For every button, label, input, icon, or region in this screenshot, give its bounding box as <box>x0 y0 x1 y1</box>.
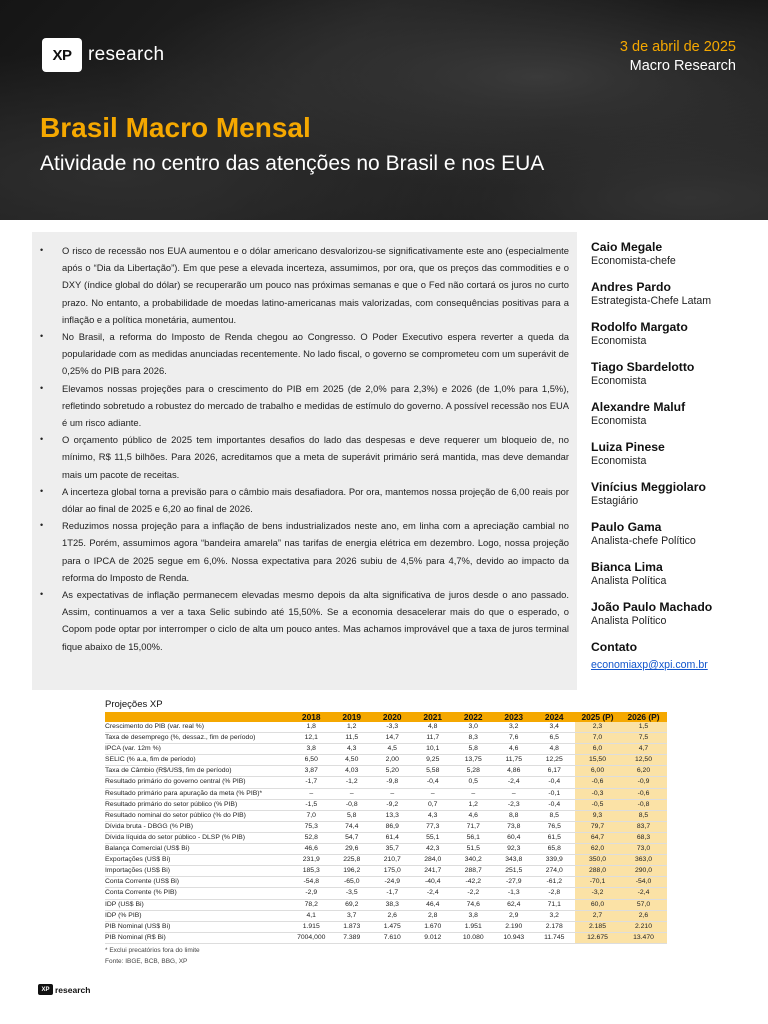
table-cell: 74,6 <box>453 899 494 910</box>
table-cell: 1.475 <box>372 921 413 932</box>
table-cell: 7,0 <box>291 810 332 821</box>
table-header-year: 2021 <box>413 712 454 722</box>
table-cell: 2,6 <box>372 910 413 921</box>
report-date: 3 de abril de 2025 <box>619 39 736 55</box>
table-cell: 7.389 <box>332 932 373 943</box>
table-cell: 7,5 <box>621 733 667 744</box>
table-cell: 71,7 <box>453 821 494 832</box>
member-role: Analista Político <box>591 615 667 627</box>
table-cell: 9,3 <box>575 810 621 821</box>
member-name: Tiago Sbardelotto <box>591 360 695 374</box>
summary-bullet: • Reduzimos nossa projeção para a inflação de bens industrializados neste ano, em linha com a apreciação cambial no 1T25. Porém, assumimos agora “bandeira amarela” nas tarifas de energia elétrica em dezembro. Logo, nossa projeção para o IPCA de 2025 segue em 6,0%. Nossa expectativa para 2026 subiu de 4,5% para 4,7%, devido ao impacto da reforma do Imposto de Renda. <box>40 517 569 586</box>
table-cell: 3,7 <box>332 910 373 921</box>
row-label: Resultado primário do governo central (% PIB) <box>105 777 291 788</box>
table-header-year: 2026 (P) <box>621 712 667 722</box>
team-member <box>591 600 761 628</box>
table-cell: 288,0 <box>575 866 621 877</box>
team-list <box>591 240 761 673</box>
table-cell: 5,58 <box>413 766 454 777</box>
table-title: Projeções XP <box>105 699 163 710</box>
table-cell: 55,1 <box>413 832 454 843</box>
table-cell: 60,4 <box>494 832 535 843</box>
table-cell: 62,0 <box>575 844 621 855</box>
table-cell: 363,0 <box>621 855 667 866</box>
table-source: Fonte: IBGE, BCB, BBG, XP <box>105 957 188 965</box>
contact-email-link[interactable]: economiaxp@xpi.com.br <box>591 659 708 671</box>
table-header-year: 2020 <box>372 712 413 722</box>
row-label: Balança Comercial (US$ Bi) <box>105 844 291 855</box>
table-cell: -42,2 <box>453 877 494 888</box>
row-label: IDP (US$ Bi) <box>105 899 291 910</box>
footer-logo <box>38 984 90 995</box>
table-cell: -1,7 <box>291 777 332 788</box>
table-cell: -1,5 <box>291 799 332 810</box>
table-cell: 284,0 <box>413 855 454 866</box>
table-cell: 3,8 <box>453 910 494 921</box>
table-cell: 78,2 <box>291 899 332 910</box>
contact-heading: Contato <box>591 640 638 654</box>
table-cell: 1.670 <box>413 921 454 932</box>
table-cell: 350,0 <box>575 855 621 866</box>
table-cell: 12,50 <box>621 755 667 766</box>
table-cell: 12.675 <box>575 932 621 943</box>
table-cell: – <box>291 788 332 799</box>
team-member <box>591 360 761 388</box>
table-cell: – <box>372 788 413 799</box>
table-cell: 5,8 <box>453 744 494 755</box>
table-cell: 13.470 <box>621 932 667 943</box>
row-label: Importações (US$ Bi) <box>105 866 291 877</box>
table-cell: -3,5 <box>332 888 373 899</box>
table-cell: 5,28 <box>453 766 494 777</box>
table-row <box>105 910 667 921</box>
table-row <box>105 722 667 733</box>
table-cell: 4,3 <box>413 810 454 821</box>
table-cell: 61,4 <box>372 832 413 843</box>
table-cell: -0,9 <box>621 777 667 788</box>
projections-table-section <box>105 699 665 965</box>
table-cell: -54,0 <box>621 877 667 888</box>
table-cell: -2,4 <box>494 777 535 788</box>
table-cell: 4,5 <box>372 744 413 755</box>
table-cell: 15,50 <box>575 755 621 766</box>
table-cell: 175,0 <box>372 866 413 877</box>
table-cell: 11.745 <box>534 932 575 943</box>
table-cell: – <box>494 788 535 799</box>
table-cell: 290,0 <box>621 866 667 877</box>
table-cell: 71,1 <box>534 899 575 910</box>
table-cell: 51,5 <box>453 844 494 855</box>
report-title: Brasil Macro Mensal <box>40 112 311 143</box>
member-role: Economista <box>591 335 647 347</box>
summary-list <box>40 242 569 655</box>
projections-table <box>105 712 667 944</box>
table-cell: 225,8 <box>332 855 373 866</box>
table-cell: 1,8 <box>291 722 332 733</box>
row-label: PIB Nominal (R$ Bi) <box>105 932 291 943</box>
table-cell: 4,7 <box>621 744 667 755</box>
table-cell: -2,4 <box>621 888 667 899</box>
table-cell: -0,6 <box>621 788 667 799</box>
table-cell: 38,3 <box>372 899 413 910</box>
table-cell: 54,7 <box>332 832 373 843</box>
table-cell: 1,2 <box>453 799 494 810</box>
table-cell: 52,8 <box>291 832 332 843</box>
table-cell: 2.210 <box>621 921 667 932</box>
table-cell: 8,3 <box>453 733 494 744</box>
table-cell: 11,5 <box>332 733 373 744</box>
table-row <box>105 733 667 744</box>
table-cell: 7.610 <box>372 932 413 943</box>
table-cell: -2,9 <box>291 888 332 899</box>
table-header-year: 2022 <box>453 712 494 722</box>
table-cell: 2,3 <box>575 722 621 733</box>
table-cell: 79,7 <box>575 821 621 832</box>
table-cell: 13,3 <box>372 810 413 821</box>
table-cell: 69,2 <box>332 899 373 910</box>
table-row <box>105 866 667 877</box>
summary-bullet: • A incerteza global torna a previsão para o câmbio mais desafiadora. Por ora, mantemos nossa projeção de 6,00 reais por dólar ao final de 2025 e 6,20 ao final de 2026. <box>40 483 569 517</box>
table-cell: 4,6 <box>494 744 535 755</box>
table-cell: 3,8 <box>291 744 332 755</box>
table-cell: -65,0 <box>332 877 373 888</box>
summary-bullet: • Elevamos nossas projeções para o crescimento do PIB em 2025 (de 2,0% para 2,3%) e 2026 (de 1,0% para 1,5%), refletindo sobretudo a robustez do mercado de trabalho e medidas de estímulo do governo. A possível recessão nos EUA é um risco adiante. <box>40 380 569 432</box>
member-name: Andres Pardo <box>591 280 671 294</box>
table-cell: 1,2 <box>332 722 373 733</box>
table-cell: 2,00 <box>372 755 413 766</box>
table-cell: 77,3 <box>413 821 454 832</box>
summary-bullet: • O orçamento público de 2025 tem importantes desafios do lado das despesas e deve requerer um bloqueio de, no mínimo, R$ 11,5 bilhões. Para 2026, acreditamos que a meta de superávit primário será mantida, mas deve demandar mais um pacote de receitas. <box>40 431 569 483</box>
table-cell: -0,1 <box>534 788 575 799</box>
table-row <box>105 777 667 788</box>
table-cell: – <box>413 788 454 799</box>
table-cell: 241,7 <box>413 866 454 877</box>
member-name: Alexandre Maluf <box>591 400 686 414</box>
table-cell: 75,3 <box>291 821 332 832</box>
member-role: Analista Política <box>591 575 667 587</box>
table-cell: 11,7 <box>413 733 454 744</box>
table-cell: -2,3 <box>494 799 535 810</box>
table-header-year: 2023 <box>494 712 535 722</box>
table-cell: -54,8 <box>291 877 332 888</box>
table-row <box>105 755 667 766</box>
table-row <box>105 877 667 888</box>
table-cell: -0,5 <box>575 799 621 810</box>
table-cell: 56,1 <box>453 832 494 843</box>
table-cell: 4,6 <box>453 810 494 821</box>
table-body <box>105 722 667 943</box>
table-cell: 86,9 <box>372 821 413 832</box>
table-row <box>105 899 667 910</box>
table-row <box>105 766 667 777</box>
member-role: Estrategista-Chefe Latam <box>591 295 712 307</box>
row-label: Dívida líquida do setor público - DLSP (% PIB) <box>105 832 291 843</box>
row-label: Taxa de desemprego (%, dessaz., fim de período) <box>105 733 291 744</box>
table-cell: -9,8 <box>372 777 413 788</box>
table-cell: -1,7 <box>372 888 413 899</box>
table-cell: -0,4 <box>534 777 575 788</box>
table-cell: 251,5 <box>494 866 535 877</box>
table-cell: 9,25 <box>413 755 454 766</box>
table-row <box>105 844 667 855</box>
member-name: Luiza Pinese <box>591 440 665 454</box>
table-cell: -3,2 <box>575 888 621 899</box>
table-cell: 1.873 <box>332 921 373 932</box>
table-cell: 5,8 <box>332 810 373 821</box>
table-cell: 1,5 <box>621 722 667 733</box>
member-name: Bianca Lima <box>591 560 663 574</box>
table-cell: 3,4 <box>534 722 575 733</box>
table-cell: 92,3 <box>494 844 535 855</box>
table-footnote: * Exclui precatórios fora do limite <box>105 946 200 954</box>
table-cell: 13,75 <box>453 755 494 766</box>
table-cell: 60,0 <box>575 899 621 910</box>
table-cell: 4,86 <box>494 766 535 777</box>
header-meta <box>620 38 736 76</box>
table-header-year: 2024 <box>534 712 575 722</box>
table-cell: 73,0 <box>621 844 667 855</box>
table-cell: 6,50 <box>291 755 332 766</box>
table-cell: 2,6 <box>621 910 667 921</box>
table-cell: 8,5 <box>621 810 667 821</box>
team-member <box>591 320 761 348</box>
table-cell: 3,2 <box>494 722 535 733</box>
table-row <box>105 788 667 799</box>
report-section: Macro Research <box>629 58 736 74</box>
member-role: Economista <box>591 455 647 467</box>
table-cell: 2.190 <box>494 921 535 932</box>
team-member <box>591 440 761 468</box>
table-cell: -70,1 <box>575 877 621 888</box>
table-cell: 2,8 <box>413 910 454 921</box>
table-cell: 83,7 <box>621 821 667 832</box>
member-name: Vinícius Meggiolaro <box>591 480 706 494</box>
table-cell: 0,7 <box>413 799 454 810</box>
summary-box <box>32 232 577 690</box>
table-cell: 340,2 <box>453 855 494 866</box>
member-name: Rodolfo Margato <box>591 320 688 334</box>
table-cell: 2,9 <box>494 910 535 921</box>
member-role: Economista <box>591 375 647 387</box>
summary-bullet: • No Brasil, a reforma do Imposto de Renda chegou ao Congresso. O Poder Executivo espera reverter a queda da popularidade com as medidas anunciadas recentemente. No lado fiscal, o governo se comprometeu com um superávit de 0,25% do PIB para 2026. <box>40 328 569 380</box>
summary-bullet: • As expectativas de inflação permanecem elevadas mesmo depois da alta significativa de juros desde o ano passado. Assim, continuamos a ver a taxa Selic subindo até 15,50%. Se a economia desacelerar mais do que o esperado, o Copom pode optar por interromper o ciclo de alta um pouco antes. Mas achamos improvável que a taxa de juros terminal fique abaixo de 15,00%. <box>40 586 569 655</box>
table-cell: 8,8 <box>494 810 535 821</box>
table-cell: -0,3 <box>575 788 621 799</box>
table-cell: 10,1 <box>413 744 454 755</box>
table-row <box>105 921 667 932</box>
table-cell: 2,7 <box>575 910 621 921</box>
member-name: Paulo Gama <box>591 520 662 534</box>
report-subtitle: Atividade no centro das atenções no Brasil e nos EUA <box>40 152 545 175</box>
table-header-year: 2019 <box>332 712 373 722</box>
logo-text: research <box>88 44 165 65</box>
row-label: Taxa de Câmbio (R$/US$, fim de período) <box>105 766 291 777</box>
table-cell: -0,8 <box>332 799 373 810</box>
table-cell: -3,3 <box>372 722 413 733</box>
table-cell: 6,20 <box>621 766 667 777</box>
table-cell: 4,03 <box>332 766 373 777</box>
row-label: Crescimento do PIB (var. real %) <box>105 722 291 733</box>
table-cell: -2,2 <box>453 888 494 899</box>
row-label: Conta Corrente (US$ Bi) <box>105 877 291 888</box>
table-cell: – <box>453 788 494 799</box>
table-cell: 10.080 <box>453 932 494 943</box>
team-member <box>591 400 761 428</box>
row-label: Exportações (US$ Bi) <box>105 855 291 866</box>
footer-logo-text: research <box>55 984 91 995</box>
table-cell: -0,4 <box>534 799 575 810</box>
table-cell: 4,8 <box>413 722 454 733</box>
table-row <box>105 810 667 821</box>
member-role: Estagiário <box>591 495 639 507</box>
table-cell: 57,0 <box>621 899 667 910</box>
table-cell: 14,7 <box>372 733 413 744</box>
table-row <box>105 855 667 866</box>
member-name: Caio Megale <box>591 240 663 254</box>
table-cell: 185,3 <box>291 866 332 877</box>
table-header-year: 2025 (P) <box>575 712 621 722</box>
table-cell: 339,9 <box>534 855 575 866</box>
row-label: IDP (% PIB) <box>105 910 291 921</box>
table-cell: 4,8 <box>534 744 575 755</box>
xp-logo-icon: XP <box>42 38 82 72</box>
table-cell: 9.012 <box>413 932 454 943</box>
row-label: Resultado primário do setor público (% PIB) <box>105 799 291 810</box>
table-row <box>105 888 667 899</box>
table-cell: 6,5 <box>534 733 575 744</box>
table-cell: 62,4 <box>494 899 535 910</box>
row-label: IPCA (var. 12m %) <box>105 744 291 755</box>
table-cell: -2,8 <box>534 888 575 899</box>
member-role: Analista-chefe Político <box>591 535 696 547</box>
table-cell: 10.943 <box>494 932 535 943</box>
table-cell: 6,00 <box>575 766 621 777</box>
table-cell: 1.915 <box>291 921 332 932</box>
table-cell: 68,3 <box>621 832 667 843</box>
table-cell: -24,9 <box>372 877 413 888</box>
table-cell: 0,5 <box>453 777 494 788</box>
table-cell: 288,7 <box>453 866 494 877</box>
member-name: João Paulo Machado <box>591 600 713 614</box>
table-cell: 343,8 <box>494 855 535 866</box>
summary-bullet: • O risco de recessão nos EUA aumentou e o dólar americano desvalorizou-se significativamente este ano (especialmente após o “Dia da Libertação”). Em que pese a elevada incerteza, assumimos, por ora, que os preços das commodities e o DXY (índice global do dólar) se recuperarão um pouco nas próximas semanas e que o Fed não cortará os juros no curto prazo. No entanto, a probabilidade de moedas latino-americanas mais valorizadas, com consequências positivas para a inflação e a política monetária, aumentou. <box>40 242 569 328</box>
table-cell: 3,87 <box>291 766 332 777</box>
table-row <box>105 932 667 943</box>
table-cell: 46,6 <box>291 844 332 855</box>
table-cell: 196,2 <box>332 866 373 877</box>
table-cell: 1.951 <box>453 921 494 932</box>
table-cell: 73,8 <box>494 821 535 832</box>
table-cell: -61,2 <box>534 877 575 888</box>
table-cell: -2,4 <box>413 888 454 899</box>
table-cell: 2.178 <box>534 921 575 932</box>
table-row <box>105 744 667 755</box>
table-cell: 7004,000 <box>291 932 332 943</box>
row-label: SELIC (% a.a, fim de período) <box>105 755 291 766</box>
table-cell: 274,0 <box>534 866 575 877</box>
table-header-label <box>105 712 291 722</box>
table-cell: 4,1 <box>291 910 332 921</box>
table-cell: -40,4 <box>413 877 454 888</box>
table-cell: 7,0 <box>575 733 621 744</box>
team-member <box>591 560 761 588</box>
table-cell: -0,6 <box>575 777 621 788</box>
table-cell: 3,0 <box>453 722 494 733</box>
team-member <box>591 240 761 268</box>
member-role: Economista-chefe <box>591 255 676 267</box>
table-header-row <box>105 712 667 722</box>
table-cell: 29,6 <box>332 844 373 855</box>
table-row <box>105 832 667 843</box>
table-row <box>105 821 667 832</box>
row-label: Dívida bruta - DBGG (% PIB) <box>105 821 291 832</box>
xp-research-logo <box>42 38 164 72</box>
table-cell: 3,2 <box>534 910 575 921</box>
table-cell: 4,3 <box>332 744 373 755</box>
member-role: Economista <box>591 415 647 427</box>
team-member <box>591 480 761 508</box>
table-cell: 210,7 <box>372 855 413 866</box>
table-cell: 12,25 <box>534 755 575 766</box>
table-cell: 65,8 <box>534 844 575 855</box>
table-cell: 64,7 <box>575 832 621 843</box>
table-cell: -0,8 <box>621 799 667 810</box>
row-label: PIB Nominal (US$ Bi) <box>105 921 291 932</box>
row-label: Resultado primário para apuração da meta (% PIB)* <box>105 788 291 799</box>
table-cell: 12,1 <box>291 733 332 744</box>
table-cell: -0,4 <box>413 777 454 788</box>
table-cell: -9,2 <box>372 799 413 810</box>
table-cell: 6,0 <box>575 744 621 755</box>
table-cell: 4,50 <box>332 755 373 766</box>
team-member <box>591 520 761 548</box>
table-cell: -1,2 <box>332 777 373 788</box>
table-cell: 11,75 <box>494 755 535 766</box>
table-cell: 8,5 <box>534 810 575 821</box>
table-cell: -27,9 <box>494 877 535 888</box>
table-cell: 35,7 <box>372 844 413 855</box>
table-cell: 46,4 <box>413 899 454 910</box>
table-row <box>105 799 667 810</box>
table-header-year: 2018 <box>291 712 332 722</box>
xp-footer-logo-icon: XP <box>38 984 53 995</box>
row-label: Resultado nominal do setor público (% do PIB) <box>105 810 291 821</box>
table-cell: 74,4 <box>332 821 373 832</box>
report-header <box>0 0 768 220</box>
table-cell: 2.185 <box>575 921 621 932</box>
table-cell: -1,3 <box>494 888 535 899</box>
table-cell: 42,3 <box>413 844 454 855</box>
table-cell: 76,5 <box>534 821 575 832</box>
table-cell: 5,20 <box>372 766 413 777</box>
table-cell: – <box>332 788 373 799</box>
table-cell: 231,9 <box>291 855 332 866</box>
row-label: Conta Corrente (% PIB) <box>105 888 291 899</box>
table-cell: 7,6 <box>494 733 535 744</box>
table-cell: 6,17 <box>534 766 575 777</box>
team-member <box>591 280 761 308</box>
table-cell: 61,5 <box>534 832 575 843</box>
